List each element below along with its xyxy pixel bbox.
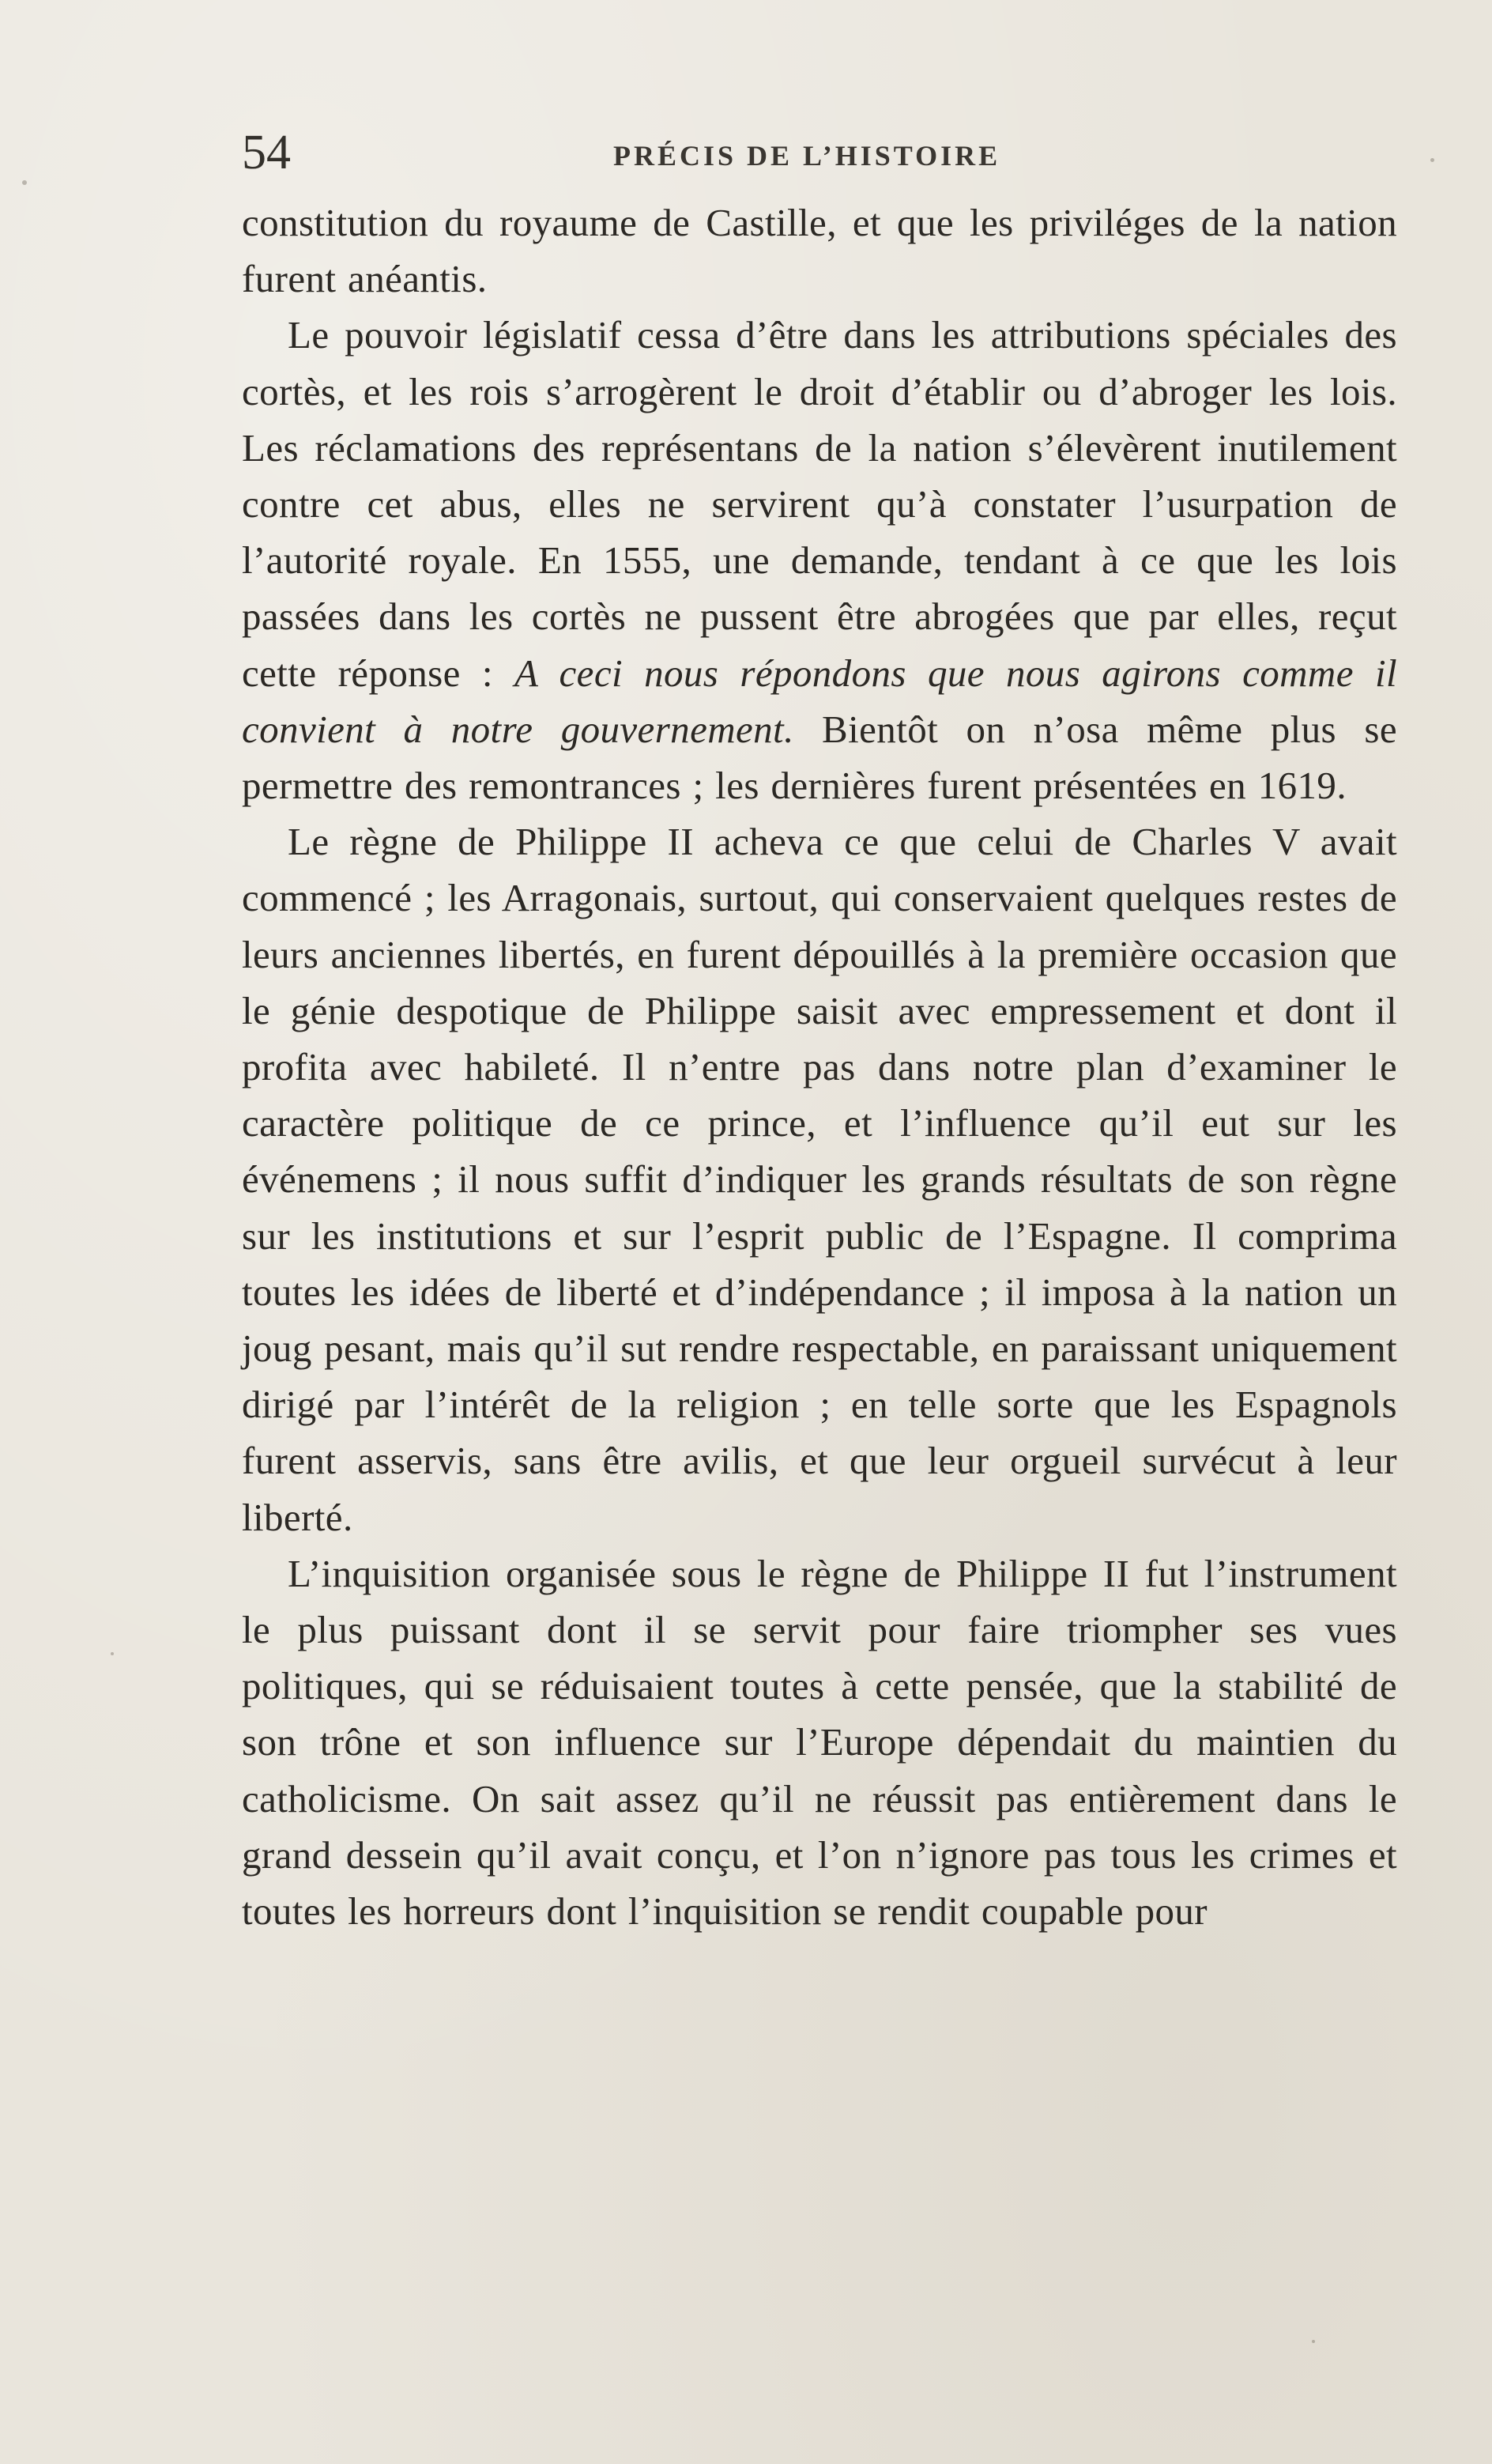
page-number: 54 xyxy=(242,126,291,179)
paragraph-philippe-reign: Le règne de Philippe II acheva ce que celui de Charles V avait commencé ; les Arragonais, surtout, qui conservaient quelques restes de leurs anciennes libertés, en furent dépouillés à la première occasion que le génie despotique de Philippe saisit avec empressement et dont il profita avec habileté. Il n’entre pas dans notre plan d’examiner le caractère politique de ce prince, et l’influence qu’il eut sur les événemens ; il nous suffit d’indiquer les grands résultats de son règne sur les institutions et sur l’esprit public de l’Espagne. Il comprima toutes les idées de liberté et d’indépendance ; il imposa à la nation un joug pesant, mais qu’il sut rendre respectable, en paraissant uniquement dirigé par l’intérêt de la religion ; en telle sorte que les Espagnols furent asservis, sans être avilis, et que leur orgueil survécut à leur liberté. xyxy=(242,820,1397,1539)
running-head: PRÉCIS DE L’HISTOIRE xyxy=(613,140,1001,172)
paragraph-legislative-power xyxy=(242,307,1397,813)
paper-speck xyxy=(111,1652,114,1655)
royal-reply-quote: A ceci nous répondons que nous agirons comme il convient à notre gouvernement. xyxy=(242,651,1397,751)
page-body xyxy=(242,194,1397,1939)
book-page xyxy=(242,119,1397,1939)
paragraph-continuation: constitution du royaume de Castille, et que les priviléges de la nation furent anéantis. xyxy=(242,201,1397,301)
page-header xyxy=(242,119,1397,194)
paragraph-text: Bientôt on n’osa même plus se permettre des remontrances ; les dernières furent présentées en 1619. xyxy=(242,707,1397,808)
paragraph-inquisition: L’inquisition organisée sous le règne de Philippe II fut l’instrument le plus puissant dont il se servit pour faire triompher ses vues politiques, qui se réduisaient toutes à cette pensée, que la stabilité de son trône et son influence sur l’Europe dépendait du maintien du catholicisme. On sait assez qu’il ne réussit pas entièrement dans le grand dessein qu’il avait conçu, et l’on n’ignore pas tous les crimes et toutes les horreurs dont l’inquisition se rendit coupable pour xyxy=(242,1551,1397,1934)
paragraph-text: Le pouvoir législatif cessa d’être dans les attributions spéciales des cortès, et les rois s’arrogèrent le droit d’établir ou d’abroger les lois. Les réclamations des représentans de la nation s’élevèrent inutilement contre cet abus, elles ne servirent qu’à constater l’usurpation de l’autorité royale. En 1555, une demande, tendant à ce que les lois passées dans les cortès ne pussent être abrogées que par elles, reçut cette réponse : xyxy=(242,313,1397,695)
paper-speck xyxy=(22,180,27,185)
paper-speck xyxy=(1430,158,1434,162)
paper-speck xyxy=(1312,2340,1315,2343)
